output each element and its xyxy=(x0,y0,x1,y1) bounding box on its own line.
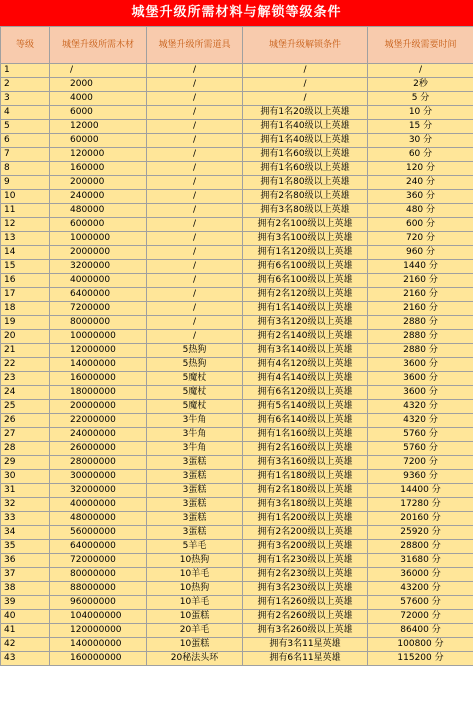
cell-wood: 32000000 xyxy=(50,484,147,498)
cell-time: 3600 分 xyxy=(368,358,473,372)
cell-level: 7 xyxy=(1,148,50,162)
cell-level: 34 xyxy=(1,526,50,540)
table-header-row xyxy=(1,27,473,64)
cell-unlock: 拥有3名11星英雄 xyxy=(243,638,368,652)
cell-unlock: 拥有1名80级以上英雄 xyxy=(243,176,368,190)
table-row xyxy=(1,582,473,596)
cell-time: 2880 分 xyxy=(368,330,473,344)
page-title: 城堡升级所需材料与解锁等级条件 xyxy=(0,0,473,26)
cell-wood: 4000 xyxy=(50,92,147,106)
cell-level: 4 xyxy=(1,106,50,120)
cell-items: 3蛋糕 xyxy=(147,526,243,540)
table-row xyxy=(1,372,473,386)
cell-wood: 104000000 xyxy=(50,610,147,624)
cell-time: 10 分 xyxy=(368,106,473,120)
cell-level: 18 xyxy=(1,302,50,316)
column-header-level: 等级 xyxy=(1,27,50,64)
cell-level: 42 xyxy=(1,638,50,652)
table-row xyxy=(1,162,473,176)
cell-items: 3蛋糕 xyxy=(147,456,243,470)
cell-items: 3蛋糕 xyxy=(147,498,243,512)
cell-wood: 18000000 xyxy=(50,386,147,400)
cell-unlock: 拥有2名180级以上英雄 xyxy=(243,484,368,498)
cell-unlock: / xyxy=(243,78,368,92)
cell-wood: 56000000 xyxy=(50,526,147,540)
cell-wood: / xyxy=(50,64,147,78)
table-row xyxy=(1,652,473,666)
cell-time: 360 分 xyxy=(368,190,473,204)
cell-items: / xyxy=(147,134,243,148)
table-row xyxy=(1,428,473,442)
table-row xyxy=(1,470,473,484)
table-row xyxy=(1,610,473,624)
table-row xyxy=(1,274,473,288)
table-row xyxy=(1,176,473,190)
cell-level: 39 xyxy=(1,596,50,610)
cell-unlock: 拥有3名120级以上英雄 xyxy=(243,316,368,330)
cell-items: / xyxy=(147,204,243,218)
cell-time: 240 分 xyxy=(368,176,473,190)
cell-level: 40 xyxy=(1,610,50,624)
cell-level: 30 xyxy=(1,470,50,484)
cell-level: 26 xyxy=(1,414,50,428)
cell-level: 25 xyxy=(1,400,50,414)
cell-items: / xyxy=(147,78,243,92)
cell-items: / xyxy=(147,106,243,120)
cell-level: 23 xyxy=(1,372,50,386)
cell-unlock: 拥有1名20级以上英雄 xyxy=(243,106,368,120)
cell-items: 3蛋糕 xyxy=(147,470,243,484)
column-header-wood: 城堡升级所需木材 xyxy=(50,27,147,64)
cell-items: / xyxy=(147,302,243,316)
table-row xyxy=(1,288,473,302)
cell-wood: 7200000 xyxy=(50,302,147,316)
cell-unlock: 拥有3名80级以上英雄 xyxy=(243,204,368,218)
cell-level: 12 xyxy=(1,218,50,232)
table-body xyxy=(1,64,473,666)
cell-time: 17280 分 xyxy=(368,498,473,512)
cell-items: / xyxy=(147,246,243,260)
cell-wood: 12000 xyxy=(50,120,147,134)
cell-time: 720 分 xyxy=(368,232,473,246)
cell-wood: 120000 xyxy=(50,148,147,162)
cell-wood: 160000000 xyxy=(50,652,147,666)
cell-level: 29 xyxy=(1,456,50,470)
cell-level: 17 xyxy=(1,288,50,302)
cell-unlock: 拥有1名60级以上英雄 xyxy=(243,162,368,176)
cell-unlock: 拥有3名100级以上英雄 xyxy=(243,232,368,246)
cell-wood: 2000 xyxy=(50,78,147,92)
table-row xyxy=(1,204,473,218)
cell-time: 1440 分 xyxy=(368,260,473,274)
cell-time: 20160 分 xyxy=(368,512,473,526)
cell-time: 14400 分 xyxy=(368,484,473,498)
cell-wood: 64000000 xyxy=(50,540,147,554)
cell-time: 3600 分 xyxy=(368,386,473,400)
cell-level: 35 xyxy=(1,540,50,554)
table-row xyxy=(1,400,473,414)
cell-unlock: 拥有3名260级以上英雄 xyxy=(243,624,368,638)
cell-unlock: 拥有1名120级以上英雄 xyxy=(243,246,368,260)
cell-unlock: 拥有1名200级以上英雄 xyxy=(243,512,368,526)
cell-level: 38 xyxy=(1,582,50,596)
cell-unlock: 拥有6名120级以上英雄 xyxy=(243,386,368,400)
cell-time: 7200 分 xyxy=(368,456,473,470)
cell-items: / xyxy=(147,176,243,190)
table-row xyxy=(1,232,473,246)
cell-items: 5羊毛 xyxy=(147,540,243,554)
cell-items: / xyxy=(147,330,243,344)
cell-wood: 28000000 xyxy=(50,456,147,470)
table-row xyxy=(1,526,473,540)
cell-items: 3牛角 xyxy=(147,414,243,428)
cell-time: 28800 分 xyxy=(368,540,473,554)
cell-items: 5魔杖 xyxy=(147,386,243,400)
table-row xyxy=(1,540,473,554)
cell-level: 36 xyxy=(1,554,50,568)
table-row xyxy=(1,624,473,638)
cell-unlock: 拥有2名140级以上英雄 xyxy=(243,330,368,344)
cell-level: 5 xyxy=(1,120,50,134)
cell-wood: 30000000 xyxy=(50,470,147,484)
cell-items: 3蛋糕 xyxy=(147,484,243,498)
cell-items: / xyxy=(147,120,243,134)
cell-items: / xyxy=(147,190,243,204)
table-row xyxy=(1,512,473,526)
cell-wood: 10000000 xyxy=(50,330,147,344)
table-row xyxy=(1,148,473,162)
table-row xyxy=(1,120,473,134)
castle-upgrade-table xyxy=(0,26,473,666)
cell-level: 20 xyxy=(1,330,50,344)
cell-unlock: / xyxy=(243,92,368,106)
cell-time: 43200 分 xyxy=(368,582,473,596)
column-header-time: 城堡升级需要时间 xyxy=(368,27,473,64)
cell-level: 8 xyxy=(1,162,50,176)
cell-time: 120 分 xyxy=(368,162,473,176)
cell-items: / xyxy=(147,232,243,246)
cell-wood: 14000000 xyxy=(50,358,147,372)
table-row xyxy=(1,344,473,358)
cell-items: 5魔杖 xyxy=(147,372,243,386)
cell-time: 5760 分 xyxy=(368,442,473,456)
cell-items: / xyxy=(147,316,243,330)
cell-time: 86400 分 xyxy=(368,624,473,638)
cell-unlock: 拥有6名100级以上英雄 xyxy=(243,260,368,274)
cell-wood: 4000000 xyxy=(50,274,147,288)
cell-unlock: 拥有1名160级以上英雄 xyxy=(243,428,368,442)
table-row xyxy=(1,358,473,372)
cell-items: 10羊毛 xyxy=(147,568,243,582)
cell-unlock: 拥有2名160级以上英雄 xyxy=(243,442,368,456)
cell-unlock: 拥有2名230级以上英雄 xyxy=(243,568,368,582)
cell-wood: 96000000 xyxy=(50,596,147,610)
cell-wood: 3200000 xyxy=(50,260,147,274)
cell-time: 2160 分 xyxy=(368,274,473,288)
cell-level: 10 xyxy=(1,190,50,204)
cell-wood: 2000000 xyxy=(50,246,147,260)
table-row xyxy=(1,106,473,120)
cell-wood: 72000000 xyxy=(50,554,147,568)
cell-unlock: 拥有2名80级以上英雄 xyxy=(243,190,368,204)
cell-wood: 80000000 xyxy=(50,568,147,582)
cell-items: / xyxy=(147,162,243,176)
cell-items: 3蛋糕 xyxy=(147,512,243,526)
cell-items: / xyxy=(147,260,243,274)
cell-wood: 8000000 xyxy=(50,316,147,330)
table-row xyxy=(1,330,473,344)
cell-items: 10热狗 xyxy=(147,582,243,596)
cell-time: 4320 分 xyxy=(368,414,473,428)
cell-wood: 160000 xyxy=(50,162,147,176)
cell-time: 5760 分 xyxy=(368,428,473,442)
cell-wood: 16000000 xyxy=(50,372,147,386)
cell-time: 60 分 xyxy=(368,148,473,162)
cell-unlock: 拥有2名120级以上英雄 xyxy=(243,288,368,302)
cell-time: 36000 分 xyxy=(368,568,473,582)
cell-items: 20秘法头环 xyxy=(147,652,243,666)
cell-time: 25920 分 xyxy=(368,526,473,540)
cell-unlock: / xyxy=(243,64,368,78)
cell-level: 24 xyxy=(1,386,50,400)
cell-items: 5魔杖 xyxy=(147,400,243,414)
cell-items: / xyxy=(147,274,243,288)
cell-unlock: 拥有3名140级以上英雄 xyxy=(243,344,368,358)
cell-wood: 6000 xyxy=(50,106,147,120)
cell-unlock: 拥有3名230级以上英雄 xyxy=(243,582,368,596)
table-row xyxy=(1,246,473,260)
cell-items: / xyxy=(147,92,243,106)
cell-level: 16 xyxy=(1,274,50,288)
cell-level: 28 xyxy=(1,442,50,456)
cell-items: 10蛋糕 xyxy=(147,638,243,652)
cell-items: 10热狗 xyxy=(147,554,243,568)
cell-level: 1 xyxy=(1,64,50,78)
cell-time: 960 分 xyxy=(368,246,473,260)
cell-level: 19 xyxy=(1,316,50,330)
table-row xyxy=(1,386,473,400)
cell-unlock: 拥有1名140级以上英雄 xyxy=(243,302,368,316)
cell-unlock: 拥有1名40级以上英雄 xyxy=(243,120,368,134)
cell-unlock: 拥有1名40级以上英雄 xyxy=(243,134,368,148)
cell-level: 9 xyxy=(1,176,50,190)
table-row xyxy=(1,134,473,148)
table-row xyxy=(1,316,473,330)
cell-unlock: 拥有2名260级以上英雄 xyxy=(243,610,368,624)
cell-items: / xyxy=(147,218,243,232)
table-row xyxy=(1,302,473,316)
table-row xyxy=(1,442,473,456)
cell-unlock: 拥有2名200级以上英雄 xyxy=(243,526,368,540)
cell-unlock: 拥有6名140级以上英雄 xyxy=(243,414,368,428)
cell-time: 2160 分 xyxy=(368,288,473,302)
cell-wood: 88000000 xyxy=(50,582,147,596)
cell-wood: 26000000 xyxy=(50,442,147,456)
table-row xyxy=(1,218,473,232)
table-row xyxy=(1,498,473,512)
cell-time: 2160 分 xyxy=(368,302,473,316)
cell-time: 3600 分 xyxy=(368,372,473,386)
cell-time: / xyxy=(368,64,473,78)
cell-wood: 140000000 xyxy=(50,638,147,652)
cell-time: 72000 分 xyxy=(368,610,473,624)
cell-time: 31680 分 xyxy=(368,554,473,568)
cell-level: 32 xyxy=(1,498,50,512)
cell-items: 3牛角 xyxy=(147,442,243,456)
cell-wood: 480000 xyxy=(50,204,147,218)
cell-unlock: 拥有3名160级以上英雄 xyxy=(243,456,368,470)
cell-wood: 120000000 xyxy=(50,624,147,638)
cell-wood: 1000000 xyxy=(50,232,147,246)
cell-level: 2 xyxy=(1,78,50,92)
cell-wood: 40000000 xyxy=(50,498,147,512)
table-row xyxy=(1,554,473,568)
cell-wood: 240000 xyxy=(50,190,147,204)
cell-unlock: 拥有3名180级以上英雄 xyxy=(243,498,368,512)
cell-unlock: 拥有5名140级以上英雄 xyxy=(243,400,368,414)
table-row xyxy=(1,92,473,106)
cell-level: 31 xyxy=(1,484,50,498)
cell-level: 43 xyxy=(1,652,50,666)
cell-unlock: 拥有4名140级以上英雄 xyxy=(243,372,368,386)
cell-unlock: 拥有4名120级以上英雄 xyxy=(243,358,368,372)
table-row xyxy=(1,456,473,470)
table-row xyxy=(1,568,473,582)
table-row xyxy=(1,596,473,610)
cell-time: 4320 分 xyxy=(368,400,473,414)
cell-time: 600 分 xyxy=(368,218,473,232)
cell-level: 41 xyxy=(1,624,50,638)
cell-time: 9360 分 xyxy=(368,470,473,484)
cell-unlock: 拥有1名260级以上英雄 xyxy=(243,596,368,610)
cell-items: 10蛋糕 xyxy=(147,610,243,624)
cell-unlock: 拥有2名100级以上英雄 xyxy=(243,218,368,232)
cell-unlock: 拥有1名180级以上英雄 xyxy=(243,470,368,484)
cell-items: / xyxy=(147,64,243,78)
cell-wood: 22000000 xyxy=(50,414,147,428)
cell-time: 57600 分 xyxy=(368,596,473,610)
cell-level: 13 xyxy=(1,232,50,246)
cell-wood: 60000 xyxy=(50,134,147,148)
table-row xyxy=(1,484,473,498)
cell-level: 22 xyxy=(1,358,50,372)
cell-time: 15 分 xyxy=(368,120,473,134)
cell-wood: 12000000 xyxy=(50,344,147,358)
cell-level: 27 xyxy=(1,428,50,442)
cell-wood: 20000000 xyxy=(50,400,147,414)
table-row xyxy=(1,260,473,274)
cell-time: 2秒 xyxy=(368,78,473,92)
cell-time: 2880 分 xyxy=(368,316,473,330)
cell-time: 100800 分 xyxy=(368,638,473,652)
cell-unlock: 拥有3名200级以上英雄 xyxy=(243,540,368,554)
cell-level: 6 xyxy=(1,134,50,148)
cell-time: 480 分 xyxy=(368,204,473,218)
cell-level: 33 xyxy=(1,512,50,526)
cell-items: 5热狗 xyxy=(147,344,243,358)
cell-items: 5热狗 xyxy=(147,358,243,372)
cell-unlock: 拥有1名60级以上英雄 xyxy=(243,148,368,162)
column-header-items: 城堡升级所需道具 xyxy=(147,27,243,64)
cell-level: 14 xyxy=(1,246,50,260)
table-row xyxy=(1,414,473,428)
column-header-unlock: 城堡升级解锁条件 xyxy=(243,27,368,64)
table-row xyxy=(1,78,473,92)
table-row xyxy=(1,190,473,204)
table-row xyxy=(1,638,473,652)
cell-time: 115200 分 xyxy=(368,652,473,666)
cell-unlock: 拥有6名11星英雄 xyxy=(243,652,368,666)
cell-wood: 6400000 xyxy=(50,288,147,302)
cell-time: 5 分 xyxy=(368,92,473,106)
cell-wood: 24000000 xyxy=(50,428,147,442)
table-row xyxy=(1,64,473,78)
cell-level: 11 xyxy=(1,204,50,218)
cell-items: 10羊毛 xyxy=(147,596,243,610)
cell-wood: 600000 xyxy=(50,218,147,232)
cell-level: 37 xyxy=(1,568,50,582)
cell-items: / xyxy=(147,148,243,162)
cell-time: 2880 分 xyxy=(368,344,473,358)
cell-items: 20羊毛 xyxy=(147,624,243,638)
cell-unlock: 拥有6名100级以上英雄 xyxy=(243,274,368,288)
cell-time: 30 分 xyxy=(368,134,473,148)
cell-level: 15 xyxy=(1,260,50,274)
cell-level: 21 xyxy=(1,344,50,358)
cell-wood: 200000 xyxy=(50,176,147,190)
cell-items: 3牛角 xyxy=(147,428,243,442)
cell-wood: 48000000 xyxy=(50,512,147,526)
cell-items: / xyxy=(147,288,243,302)
cell-level: 3 xyxy=(1,92,50,106)
cell-unlock: 拥有1名230级以上英雄 xyxy=(243,554,368,568)
